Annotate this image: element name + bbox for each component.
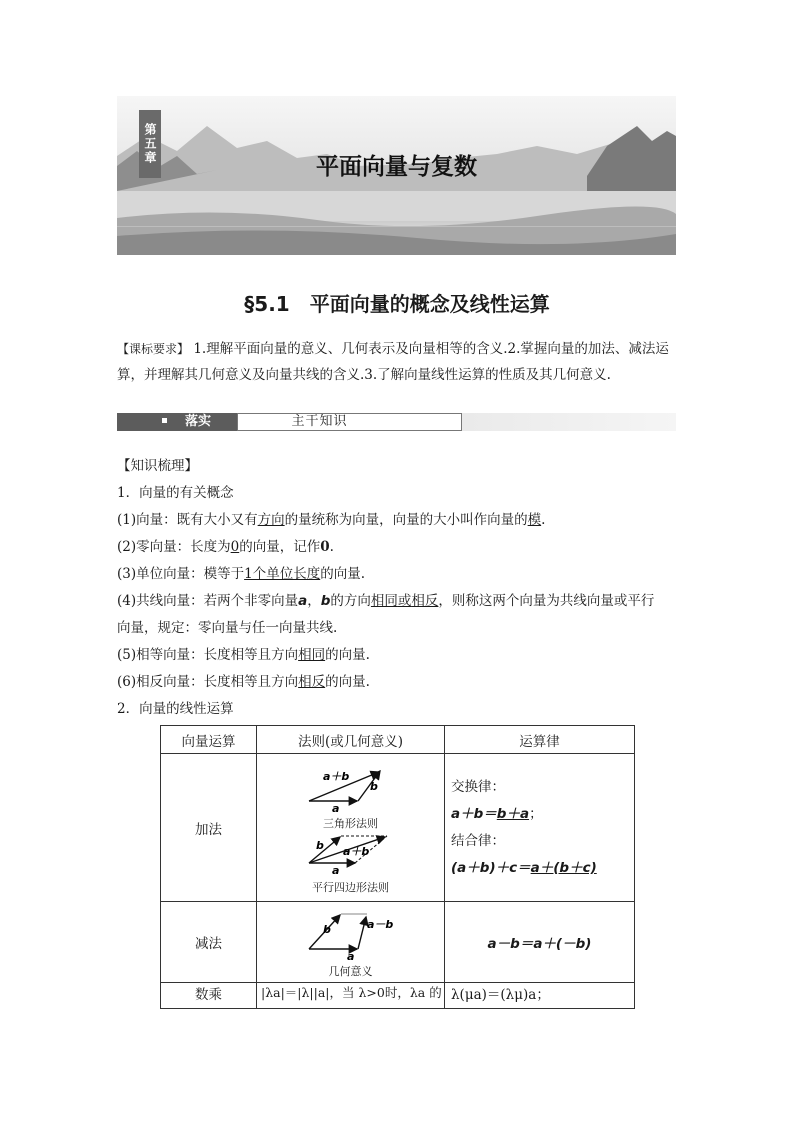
requirements-line2: 算，并理解其几何意义及向量共线的含义.3.了解向量线性运算的性质及其几何意义.	[117, 367, 611, 383]
knowledge-heading: 【知识梳理】	[117, 458, 198, 474]
table-row	[161, 983, 635, 1009]
table-row	[161, 754, 635, 902]
text: .	[329, 539, 334, 555]
concept-equal-vector	[117, 643, 370, 663]
table-header-row	[161, 726, 635, 754]
text: 的方向	[330, 593, 371, 609]
section-bar-dark	[117, 413, 237, 431]
text: (1)向量：既有大小又有	[117, 512, 258, 528]
label-a-plus-b: a＋b	[343, 844, 370, 858]
chapter-number-tab: 第五章	[139, 110, 161, 178]
chapter-title: 平面向量与复数	[316, 154, 477, 180]
text: (4)共线向量：若两个非零向量	[117, 593, 299, 609]
law-text: a＋b＝	[451, 805, 497, 822]
scalar-rule-cell: |λa|＝|λ||a|，当 λ>0时，λa 的	[257, 983, 445, 1009]
parallelogram-rule-caption: 平行四边形法则	[312, 880, 389, 894]
subtraction-law-cell	[445, 902, 635, 983]
blank-answer: 或	[397, 593, 412, 609]
text: .	[541, 512, 546, 528]
blank-answer: 相同	[370, 593, 398, 609]
blank-answer: 相同	[298, 647, 326, 663]
banner-divider	[117, 226, 676, 227]
text: (2)零向量：长度为	[117, 539, 231, 555]
table-row	[161, 902, 635, 983]
text: (5)相等向量：长度相等且方向	[117, 647, 299, 663]
label-b: b	[316, 838, 324, 852]
op-name-sub: 减法	[161, 902, 257, 983]
label-a-plus-b: a＋b	[323, 769, 350, 783]
law-text: ；	[529, 805, 543, 822]
text: ，	[307, 593, 321, 609]
op-name-add: 加法	[161, 754, 257, 902]
text: (3)单位向量：模等于	[117, 566, 245, 582]
blank-answer: 1个单位长度	[244, 566, 321, 582]
label-a: a	[332, 801, 340, 815]
requirements-tag: 【课标要求】	[117, 342, 190, 356]
section-bar-label-2: 主干知识	[291, 414, 348, 429]
label-b: b	[370, 779, 378, 793]
table-header-cell: 向量运算	[161, 726, 257, 754]
text: 的向量.	[325, 674, 370, 690]
blank-answer: 模	[527, 512, 542, 528]
item2-title: 2．向量的线性运算	[117, 701, 234, 717]
blank-answer: a＋(b＋c)	[530, 859, 597, 876]
blank-answer: 0	[230, 539, 240, 555]
zero-vector-symbol: 0	[320, 539, 330, 555]
blank-answer: 方向	[257, 512, 285, 528]
text: (6)相反向量：长度相等且方向	[117, 674, 299, 690]
label-b: b	[323, 922, 331, 936]
subtraction-rule-cell	[257, 902, 445, 983]
square-bullet-icon	[162, 418, 167, 423]
text: 的向量.	[320, 566, 366, 582]
table-header-cell: 法则(或几何意义)	[257, 726, 445, 754]
text: ，则称这两个向量为共线向量或平行	[438, 593, 655, 609]
section-title: §5.1 平面向量的概念及线性运算	[244, 292, 550, 316]
section-bar-label-1: 落实	[185, 414, 212, 429]
section-header-bar	[117, 413, 676, 431]
text: 的向量.	[325, 647, 370, 663]
blank-answer: 相反	[298, 674, 326, 690]
concept-collinear-line2: 向量，规定：零向量与任一向量共线.	[117, 620, 338, 636]
concept-unit-vector	[117, 562, 365, 582]
associative-label: 结合律：	[451, 832, 505, 849]
requirements-line1: 1.理解平面向量的意义、几何表示及向量相等的含义.2.掌握向量的加法、减法运	[193, 341, 669, 357]
commutative-label: 交换律：	[451, 778, 505, 795]
concept-vector	[117, 508, 545, 528]
label-a: a	[332, 863, 340, 877]
concept-collinear	[117, 589, 654, 609]
triangle-rule-caption: 三角形法则	[323, 816, 378, 830]
addition-laws-cell	[445, 754, 635, 902]
linear-operations-table	[160, 725, 635, 1009]
blank-answer: b＋a	[496, 805, 530, 822]
table-header-cell: 运算律	[445, 726, 635, 754]
scalar-law-cell: λ(μa)＝(λμ)a；	[445, 983, 635, 1009]
blank-answer: 相反	[411, 593, 439, 609]
item1-title: 1．向量的有关概念	[117, 485, 234, 501]
label-a: a	[347, 949, 355, 963]
addition-rule-cell	[257, 754, 445, 902]
op-name-mul: 数乘	[161, 983, 257, 1009]
section-bar-light	[237, 413, 462, 431]
concept-zero-vector	[117, 535, 334, 555]
subtraction-law: a－b＝a＋(－b)	[487, 936, 592, 952]
text: 的向量，记作	[239, 539, 321, 555]
text: 的量统称为向量，向量的大小叫作向量的	[284, 512, 528, 528]
associative-law	[451, 855, 634, 882]
subtraction-caption: 几何意义	[328, 964, 373, 978]
commutative-law	[451, 801, 634, 828]
vector-a: a	[298, 593, 308, 609]
chapter-banner	[117, 96, 676, 255]
curriculum-requirements	[117, 336, 679, 388]
label-a-minus-b: a－b	[367, 917, 394, 931]
law-text: (a＋b)＋c＝	[451, 859, 531, 876]
vector-b: b	[320, 593, 331, 609]
concept-opposite-vector	[117, 670, 370, 690]
